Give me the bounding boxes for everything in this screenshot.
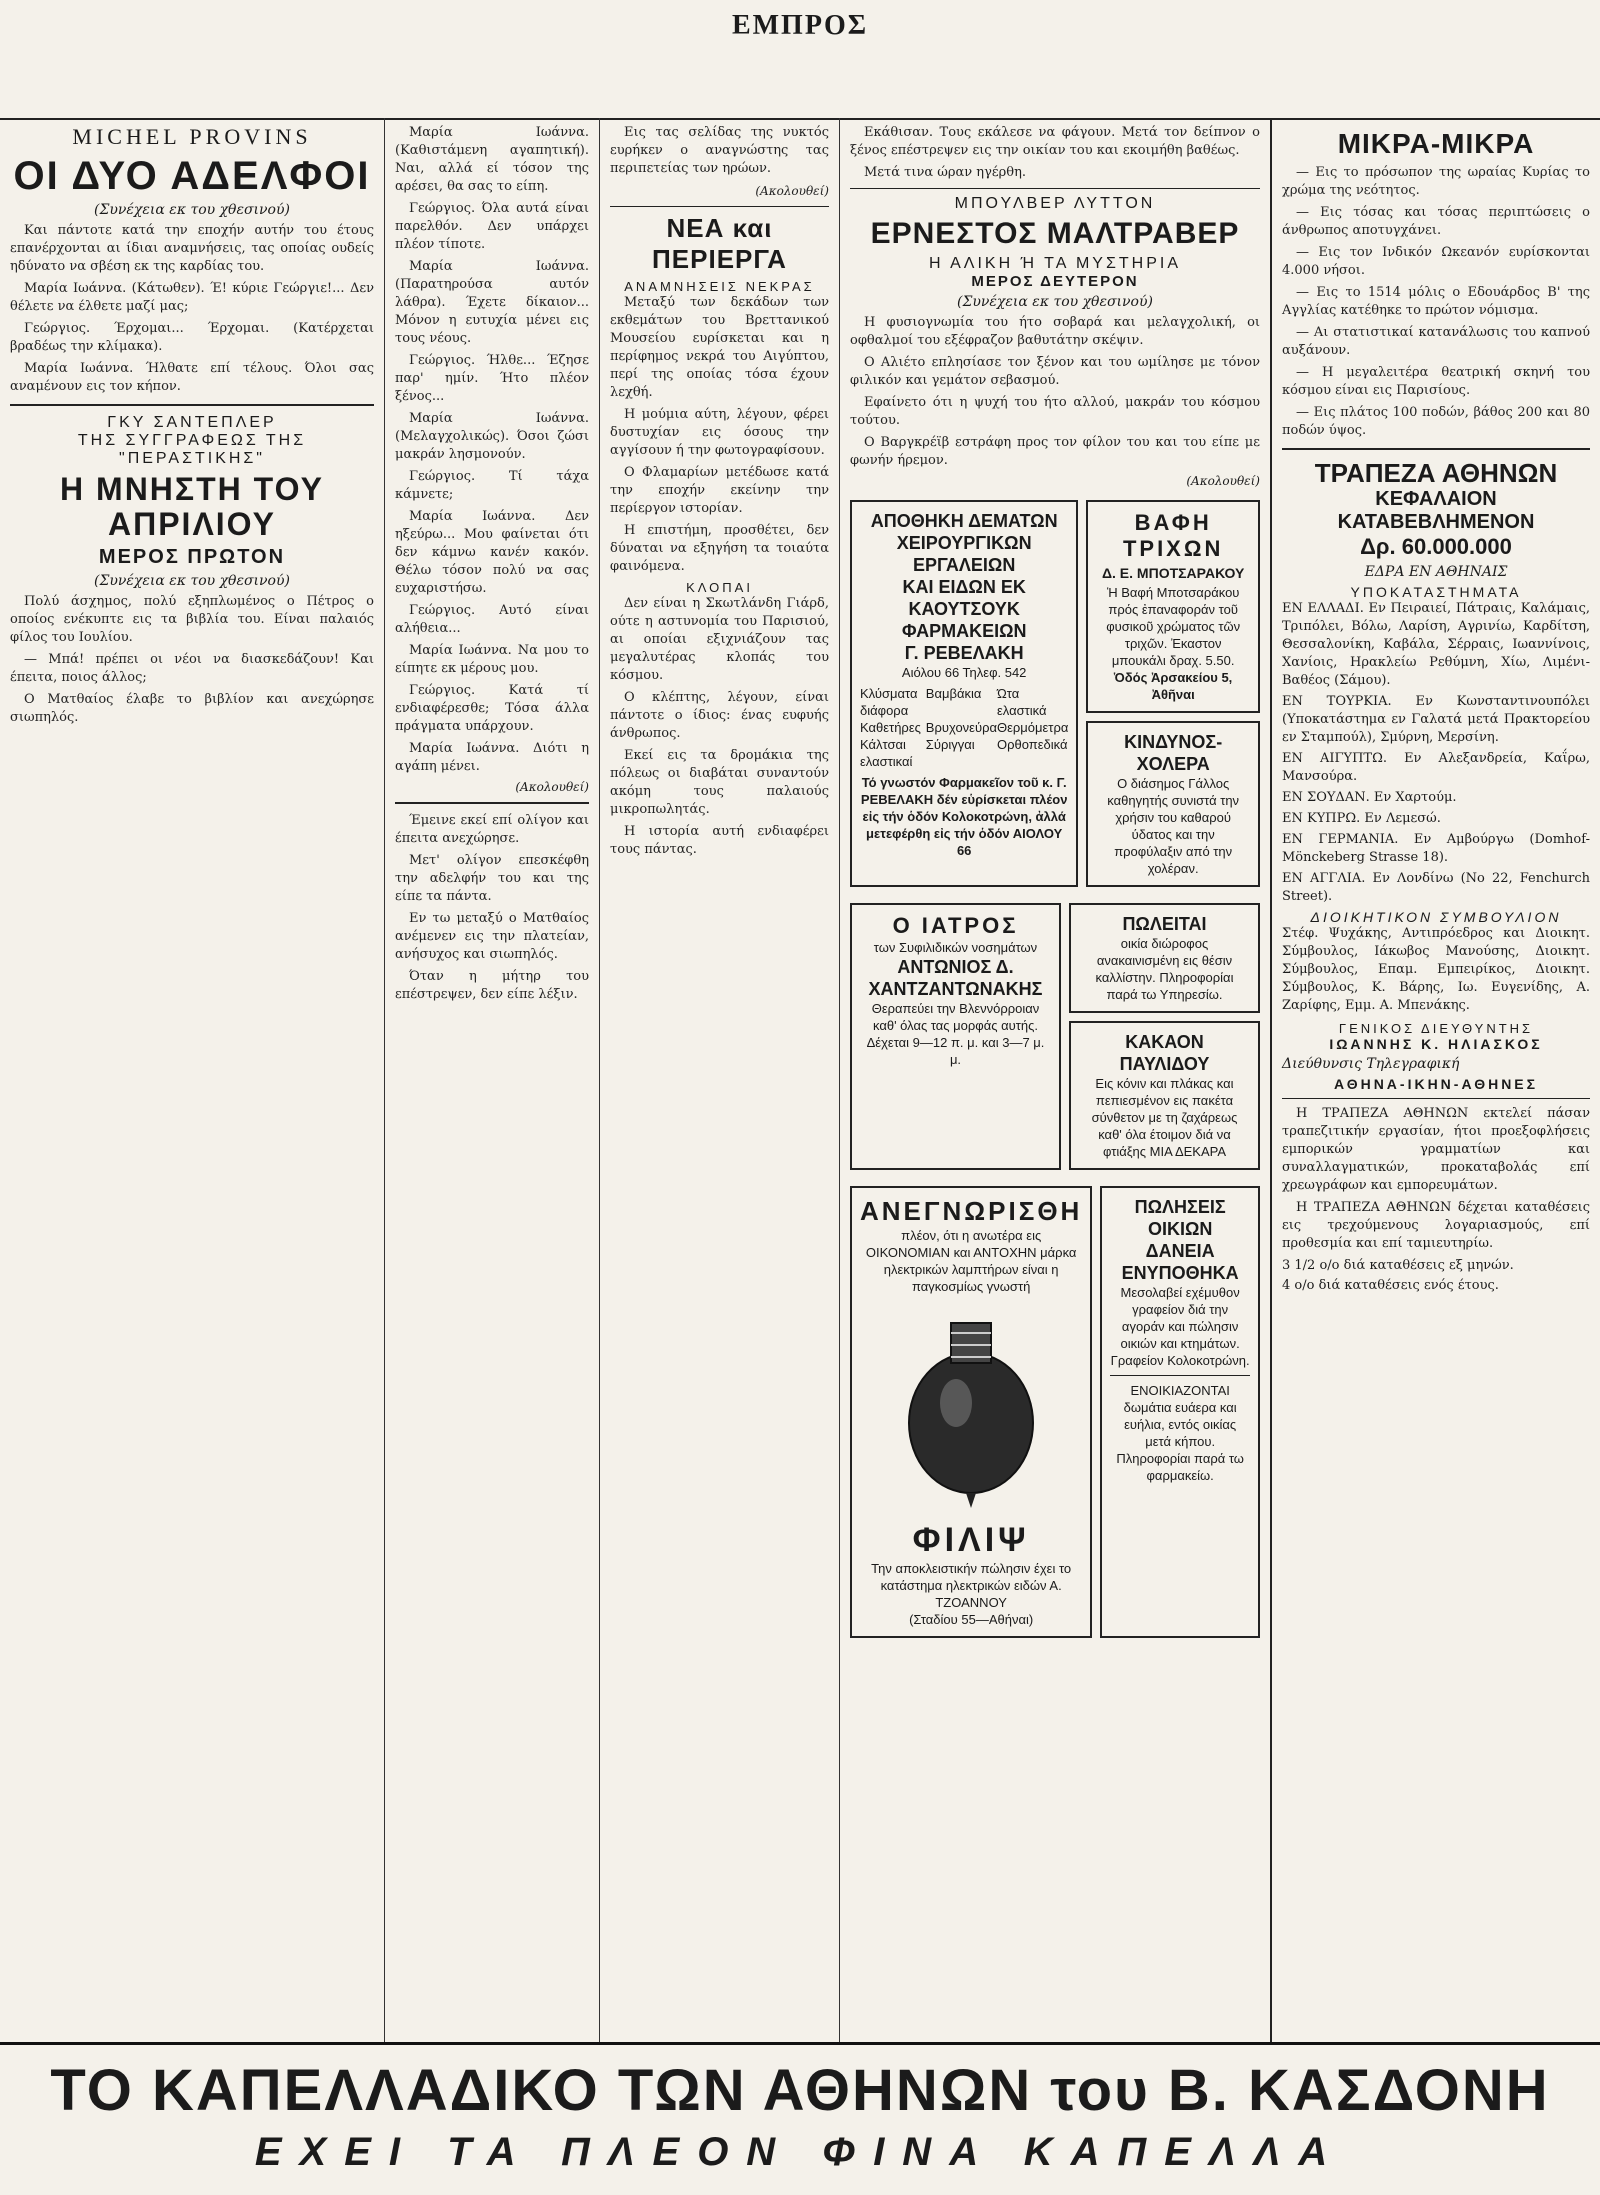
ad-text: οικία διώροφος ανακαινισμένη εις θέσιν καλλίστην. Πληροφορίαι παρά τω Υπηρεσίω.: [1095, 936, 1234, 1002]
serial-title: ΟΙ ΔΥΟ ΑΔΕΛΦΟΙ: [13, 154, 371, 198]
director-title: ΓΕΝΙΚΟΣ ΔΙΕΥΘΥΝΤΗΣ: [1338, 1021, 1534, 1036]
ad-text: Μεσολαβεί εχέμυθον γραφείον διά την αγοράν και πώλησιν οικιών και κτημάτων. Γραφείον Κολοκοτρώνη.: [1110, 1285, 1250, 1368]
serial2-title: Η ΜΝΗΣΤΗ ΤΟΥ ΑΠΡΙΛΙΟΥ: [60, 471, 324, 543]
ad-row: [850, 895, 1260, 1178]
philips-ad: [850, 1186, 1092, 1638]
ad-line: ΦΑΡΜΑΚΕΙΩΝ: [901, 621, 1027, 641]
doctor-ad: [850, 903, 1061, 1170]
paragraph: Γεώργιος. Αυτό είναι αλήθεια...: [395, 603, 589, 636]
serial3-body: [850, 314, 1260, 470]
paragraph: Μεταξύ των δεκάδων των εκθεμάτων του Βρεττανικού Μουσείου ευρίσκεται και η περίφημος νεκρά του Αιγύπτου, περί της οποίας τόσα έχουν λεχθή.: [610, 295, 829, 400]
paragraph: Η ΤΡΑΠΕΖΑ ΑΘΗΝΩΝ εκτελεί πάσαν τραπεζιτικήν εργασίαν, ήτοι προεξοφλήσεις εμπορικών γραμματίων και συναλλαγματικών, προκαταβολάς επί χρεωγράφων και εμπορευμάτων.: [1282, 1106, 1590, 1193]
list-item: — Εις το 1514 μόλις ο Εδουάρδος Β' της Αγγλίας κατέθηκε το πρώτον νόμισμα.: [1282, 285, 1590, 318]
ad-item: Βρυχονεύρα: [925, 720, 997, 735]
continued-note: (Ακολουθεί): [515, 780, 589, 794]
divider: [1282, 1098, 1590, 1099]
paragraph: — Μπά! πρέπει οι νέοι να διασκεδάζουν! Και έπειτα, ποιος άλλος;: [10, 652, 374, 686]
ad-line: ΚΑΙ ΕΙΔΩΝ ΕΚ ΚΑΟΥΤΣΟΥΚ: [902, 577, 1026, 619]
ad-items: [860, 685, 1068, 770]
serial3-continued: (Συνέχεια εκ του χθεσινού): [957, 294, 1153, 310]
continued-note: (Ακολουθεί): [755, 184, 829, 198]
paragraph: Μαρία Ιωάννα. (Μελαγχολικώς). Όσοι ζώσι μακράν λησμονούν.: [395, 411, 589, 462]
ad-brand: ΦΙΛΙΨ: [912, 1521, 1030, 1559]
ad-text: ΕΝΟΙΚΙΑΖΟΝΤΑΙ δωμάτια ευάερα και ευήλια, εντός οικίας μετά κήπου. Πληροφορίαι παρά τω φαρμακείω.: [1116, 1383, 1244, 1483]
paragraph: Έμεινε εκεί επί ολίγον και έπειτα ανεχώρησε.: [395, 813, 589, 846]
list-item: ΕΝ ΕΛΛΑΔΙ. Εν Πειραιεί, Πάτραις, Καλάμαις, Τριπόλει, Βόλω, Λαρίση, Αγρινίω, Καρδίτση, Θεσσαλονίκη, Καβάλα, Σέρραις, Ιωαννίνοις, Χανίοις, Ηρακλείω Ρεθύμνη, Χίω, Λιμένι-Βαθέος (Σάμου).: [1282, 601, 1590, 688]
paragraph: Γεώργιος. Κατά τί ενδιαφέρεσθε; Τόσα άλλα πράγματα υπάρχουν.: [395, 683, 589, 734]
column-top-text: [850, 124, 1260, 182]
section-title: ΝΕΑ και ΠΕΡΙΕΡΓΑ: [652, 213, 787, 274]
article-subhead: ΑΝΑΜΝΗΣΕΙΣ ΝΕΚΡΑΣ: [624, 279, 815, 294]
list-item: ΕΝ ΑΙΓΥΠΤΩ. Εν Αλεξανδρεία, Καΐρω, Μανσούρα.: [1282, 751, 1590, 784]
serial3-subtitle: Η ΑΛΙΚΗ Ή ΤΑ ΜΥΣΤΗΡΙΑ: [929, 255, 1181, 272]
divider: [395, 802, 589, 804]
paragraph: Εφαίνετο ότι η ψυχή του ήτο αλλού, μακράν του κόσμου τούτου.: [850, 395, 1260, 428]
ad-address: Ὁδός Ἀρσακείου 5, Ἀθῆναι: [1114, 670, 1233, 702]
serial2-continued: (Συνέχεια εκ του χθεσινού): [94, 573, 290, 590]
paragraph: Εκάθισαν. Τους εκάλεσε να φάγουν. Μετά τον δείπνον ο ξένος επέστρεψεν εις την οικίαν του και εκοιμήθη βαθέως.: [850, 125, 1260, 158]
ad-text: Ἡ Βαφή Μποτσαράκου πρός ἐπαναφοράν τοῦ φυσικοῦ χρώματος τῶν τριχῶν. Ἐκαστον μπουκάλι δραχ. 5.50.: [1106, 585, 1241, 668]
ad-line: ΑΝΤΩΝΙΟΣ Δ. ΧΑΝΤΖΑΝΤΩΝΑΚΗΣ: [868, 957, 1043, 999]
ad-note: Τό γνωστόν Φαρμακεῖον τοῦ κ. Γ. ΡΕΒΕΛΑΚΗ δέν εὑρίσκεται πλέον εἰς τήν ὁδόν Κολοκοτρώνη, ἀλλά μετεφέρθη εἰς τήν ὁδόν ΑΙΟΛΟΥ 66: [860, 775, 1068, 858]
ad-item: Βαμβάκια: [925, 686, 982, 701]
paragraph: Ο Ματθαίος έλαβε το βιβλίον και ανεχώρησε σιωπηλός.: [10, 692, 374, 726]
ad-text: πλέον, ότι η ανωτέρα εις ΟΙΚΟΝΟΜΙΑΝ και ΑΝΤΟΧΗΝ μάρκα ηλεκτρικών λαμπτήρων είναι η παγκοσμίως γνωστή: [865, 1228, 1077, 1294]
list-item: ΕΝ ΤΟΥΡΚΙΑ. Εν Κωνσταντινουπόλει (Υποκατάστημα εν Γαλατά μετά Πρακτορείου εν Σταμπούλ), Σμύρνη, Μερσίνη.: [1282, 694, 1590, 745]
serial-body: [10, 222, 374, 396]
ad-title: ΠΩΛΕΙΤΑΙ: [1122, 914, 1207, 934]
sale-ad: [1069, 903, 1260, 1013]
hat-shop-ad: [0, 2042, 1600, 2195]
list-item: — Η μεγαλειτέρα θεατρική σκηνή του κόσμου είναι εις Παρισίους.: [1282, 365, 1590, 398]
ad-line: Αιόλου 66 Τηλεφ. 542: [901, 665, 1027, 680]
ad-tagline: ΕΧΕΙ ΤΑ ΠΛΕΟΝ ΦΙΝΑ ΚΑΠΕΛΛΑ: [254, 2130, 1346, 2174]
ad-text: Την αποκλειστικήν πώλησιν έχει το κατάστημα ηλεκτρικών ειδών Α. ΤΖΟΑΝΝΟΥ: [871, 1561, 1072, 1610]
paragraph: Και πάντοτε κατά την εποχήν αυτήν του έτους επανέρχονται αι ίδιαι αναμνήσεις, τας οποίας ουδείς ηδύνατο να σβέση εκ της καρδίας του.: [10, 223, 374, 274]
paragraph: Μετ' ολίγον επεσκέφθη την αδελφήν του και της είπε τα πάντα.: [395, 853, 589, 904]
list-item: ΕΝ ΚΥΠΡΩ. Εν Λεμεσώ.: [1282, 811, 1441, 826]
paragraph: Μαρία Ιωάννα. (Κάτωθεν). Έ! κύριε Γεώργιε!... Δεν θέλετε να έλθετε μαζί μας;: [10, 281, 374, 314]
cocoa-ad: [1069, 1021, 1260, 1170]
paragraph: Μετά τινα ώραν ηγέρθη.: [864, 165, 1026, 180]
telegraph-label: Διεύθυνσις Τηλεγραφική: [1282, 1056, 1460, 1072]
paragraph: Γεώργιος. Τί τάχα κάμνετε;: [395, 469, 589, 502]
ad-text: Ο διάσημος Γάλλος καθηγητής συνιστά την χρήσιν του καθαρού ύδατος και την προφύλαξιν από την χολέραν.: [1107, 776, 1240, 876]
ad-item: Ορθοπεδικά: [997, 737, 1068, 752]
paragraph: Γεώργιος. Όλα αυτά είναι παρελθόν. Δεν υπάρχει πλέον τίποτε.: [395, 201, 589, 252]
serial-author: MICHEL PROVINS: [72, 124, 312, 149]
ad-line: ΑΠΟΘΗΚΗ ΔΕΜΑΤΩΝ: [870, 511, 1058, 531]
cholera-ad: [1086, 721, 1260, 887]
ad-headline: ΤΟ ΚΑΠΕΛΛΑΔΙΚΟ ΤΩΝ ΑΘΗΝΩΝ του Β. ΚΑΣΔΟΝΗ: [50, 2058, 1550, 2123]
paragraph: 3 1/2 ο/ο διά καταθέσεις εξ μηνών.: [1282, 1258, 1514, 1273]
paragraph: Ο Βαργκρέϊβ εστράφη προς τον φίλον του και του είπε με φωνήν ήρεμον.: [850, 435, 1260, 468]
paragraph: Η επιστήμη, προσθέτει, δεν δύναται να εξηγήση τα τοιαύτα φαινόμενα.: [610, 523, 829, 574]
bank-capital: Δρ. 60.000.000: [1360, 534, 1512, 559]
paragraph: Μαρία Ιωάννα. Διότι η αγάπη μένει.: [395, 741, 589, 774]
ad-item: Ώτα ελαστικά: [997, 686, 1047, 718]
serial3-title: ΕΡΝΕΣΤΟΣ ΜΑΛΤΡΑΒΕΡ: [870, 217, 1240, 250]
paragraph: Εν τω μεταξύ ο Ματθαίος ανέμενεν εις την πλατείαν, ανήσυχος και σιωπηλός.: [395, 911, 589, 962]
article-body: [610, 294, 829, 576]
board-title: ΔΙΟΙΚΗΤΙΚΟΝ ΣΥΜΒΟΥΛΙΟΝ: [1310, 909, 1562, 925]
ad-title: ΚΑΚΑΟΝ ΠΑΥΛΙΔΟΥ: [1119, 1032, 1210, 1074]
newspaper-name: ΕΜΠΡΟΣ: [731, 10, 869, 41]
serial2-author-sub: ΤΗΣ ΣΥΓΓΡΑΦΕΩΣ ΤΗΣ "ΠΕΡΑΣΤΙΚΗΣ": [77, 432, 307, 467]
divider: [10, 404, 374, 406]
paragraph: Όταν η μήτηρ του επέστρεψεν, δεν είπε λέξιν.: [395, 969, 589, 1002]
divider: [1110, 1375, 1250, 1376]
short-items: [1282, 164, 1590, 440]
ad-item: Θερμόμετρα: [997, 720, 1069, 735]
column-2: [385, 118, 600, 2042]
paragraph: Η ΤΡΑΠΕΖΑ ΑΘΗΝΩΝ δέχεται καταθέσεις εις τρεχούμενους λογαριασμούς, επί προθεσμία και επί ταμιευτηρίω.: [1282, 1200, 1590, 1251]
hair-dye-ad: [1086, 500, 1260, 713]
divider: [850, 188, 1260, 189]
paragraph: Ο Αλιέτο επλησίασε τον ξένον και του ωμίλησε με τόνον φιλικόν και γεμάτον σεβασμού.: [850, 355, 1260, 388]
director-name: ΙΩΑΝΝΗΣ Κ. ΗΛΙΑΣΚΟΣ: [1329, 1036, 1543, 1052]
paragraph: Ο Φλαμαρίων μετέδωσε κατά την εποχήν εκείνην την περίεργον ιστορίαν.: [610, 465, 829, 516]
ad-name: Δ. Ε. ΜΠΟΤΣΑΡΑΚΟΥ: [1101, 565, 1245, 581]
paragraph: Η ιστορία αυτή ενδιαφέρει τους πάντας.: [610, 824, 829, 857]
list-item: — Εις το πρόσωπον της ωραίας Κυρίας το χρώμα της νεότητος.: [1282, 165, 1590, 198]
ad-item: Σύριγγαι: [925, 737, 975, 752]
serial3-author: ΜΠΟΥΛΒΕΡ ΛΥΤΤΟΝ: [954, 195, 1156, 212]
branches-title: ΥΠΟΚΑΤΑΣΤΗΜΑΤΑ: [1350, 584, 1522, 600]
list-item: ΕΝ ΓΕΡΜΑΝΙΑ. Εν Αμβούργω (Domhof-Mönckeberg Strasse 18).: [1282, 832, 1590, 865]
column-5: [1270, 118, 1600, 2042]
paragraph: Πολύ άσχημος, πολύ εξηπλωμένος ο Πέτρος ο οποίος ενέκυπτε εις τα βιβλία του. Είναι παλαιός φίλος του Ιουλίου.: [10, 594, 374, 646]
bank-seat: ΕΔΡΑ ΕΝ ΑΘΗΝΑΙΣ: [1364, 564, 1508, 580]
ad-item: Κάλτσαι ελαστικαί: [860, 737, 913, 769]
branches-list: [1282, 600, 1590, 906]
board-members: Στέφ. Ψυχάκης, Αντιπρόεδρος και Διοικητ. Σύμβουλος, Ιάκωβος Μανούσης, Διοικητ. Σύμβουλος, Επαμ. Εμπειρίκος, Διοικητ. Σύμβουλος, Κ. Βάρης, Ιω. Ευγενίδης, Α. Ζαρίφης, Εμμ. Α. Μπενάκης.: [1282, 926, 1590, 1013]
list-item: — Εις πλάτος 100 ποδών, βάθος 200 και 80 ποδών ύψος.: [1282, 405, 1590, 438]
article-body: [610, 595, 829, 859]
serial3-part: ΜΕΡΟΣ ΔΕΥΤΕΡΟΝ: [971, 273, 1139, 290]
paragraph: Η φυσιογνωμία του ήτο σοβαρά και μελαγχολική, οι οφθαλμοί του εξέφραζον βαθυτάτην σκέψιν.: [850, 315, 1260, 348]
paragraph: Μαρία Ιωάννα. (Παρατηρούσα αυτόν λάθρα). Έχετε δίκαιον... Μόνον η ευτυχία μένει εις τους νέους.: [395, 259, 589, 346]
paragraph: Εκεί εις τα δρομάκια της πόλεως οι διαβάται συναντούν ακόμη τους παλαιούς μικροπωλητάς.: [610, 748, 829, 817]
paragraph: Ο κλέπτης, λέγουν, είναι πάντοτε ο ίδιος: ένας ευφυής άνθρωπος.: [610, 690, 829, 741]
ad-title: ΚΙΝΔΥΝΟΣ-ΧΟΛΕΡΑ: [1124, 732, 1223, 774]
serial2-body-cont: [395, 812, 589, 1004]
paragraph: Γεώργιος. Έρχομαι... Έρχομαι. (Κατέρχεται βραδέως την κλίμακα).: [10, 321, 374, 354]
section-title: ΜΙΚΡΑ-ΜΙΚΡΑ: [1337, 128, 1535, 159]
serial2-author: ΓΚΥ ΣΑΝΤΕΠΛΕΡ: [107, 414, 277, 431]
ad-line: των Συφιλιδικών νοσημάτων: [873, 940, 1038, 955]
column-1: [0, 118, 385, 2042]
column-3: [600, 118, 840, 2042]
list-item: — Εις τον Ινδικόν Ωκεανόν ευρίσκονται 4.000 νήσοι.: [1282, 245, 1590, 278]
divider: [1282, 448, 1590, 450]
lightbulb-icon: [896, 1303, 1046, 1513]
ad-row: [850, 1178, 1260, 1646]
ad-text: Θεραπεύει την Βλεννόρροιαν καθ' όλας τας μορφάς αυτής. Δέχεται 9—12 π. μ. και 3—7 μ. μ.: [866, 1001, 1045, 1067]
paragraph: Δεν είναι η Σκωτλάνδη Γιάρδ, ούτε η αστυνομία του Παρισιού, αι οποίαι εξιχνιάζουν τας μεγαλυτέρας κλοπάς του κόσμου.: [610, 596, 829, 683]
ad-title: ΠΩΛΗΣΕΙΣ ΟΙΚΙΩΝ: [1134, 1197, 1226, 1239]
ad-item: Καθετήρες: [860, 720, 921, 735]
list-item: ΕΝ ΑΓΓΛΙΑ. Εν Λονδίνω (No 22, Fenchurch Street).: [1282, 871, 1590, 904]
paragraph: Μαρία Ιωάννα. (Καθιστάμενη αγαπητική). Ναι, αλλά εί τόσον της αρέσει, θα σας το είπη.: [395, 125, 589, 194]
ad-title: ΑΝΕΓΝΩΡΙΣΘΗ: [860, 1196, 1083, 1226]
list-item: ΕΝ ΣΟΥΔΑΝ. Εν Χαρτούμ.: [1282, 790, 1457, 805]
ad-row: [850, 492, 1260, 895]
ad-address: (Σταδίου 55—Αθήναι): [909, 1612, 1034, 1627]
paragraph: Μαρία Ιωάννα. Δεν ηξεύρω... Μου φαίνεται ότι δεν κάμνω κανέν κακόν. Θέλω τόσον πολύ να σας ευχαριστήσω.: [395, 509, 589, 596]
paragraph: Γεώργιος. Ήλθε... Έζησε παρ' ημίν. Ήτο πλέον ξένος...: [395, 353, 589, 404]
bank-services: [1282, 1105, 1590, 1295]
ad-text: Εις κόνιν και πλάκας και πεπιεσμένον εις πακέτα σύνθετον με τη ζαχάρεως καθ' όλα έτοιμον διά να φτιάξης ΜΙΑ ΔΕΚΑΡΑ: [1091, 1076, 1238, 1159]
ad-stack: [1069, 895, 1260, 1178]
ad-item: Κλύσματα διάφορα: [860, 686, 918, 718]
serial2-part: ΜΕΡΟΣ ΠΡΩΤΟΝ: [98, 546, 286, 569]
list-item: — Εις τόσας και τόσας περιπτώσεις ο άνθρωπος αποτυγχάνει.: [1282, 205, 1590, 238]
ad-line: Ο ΙΑΤΡΟΣ: [892, 913, 1019, 938]
divider: [610, 206, 829, 207]
bank-subtitle: ΚΕΦΑΛΑΙΟΝ ΚΑΤΑΒΕΒΛΗΜΕΝΟΝ: [1337, 488, 1535, 533]
column-top-text: [610, 124, 829, 200]
bank-title: ΤΡΑΠΕΖΑ ΑΘΗΝΩΝ: [1314, 458, 1558, 488]
list-item: — Αι στατιστικαί κατανάλωσις του καπνού αυξάνουν.: [1282, 325, 1590, 358]
property-ad: [1100, 1186, 1260, 1638]
ad-line: Γ. ΡΕΒΕΛΑΚΗ: [904, 643, 1024, 663]
masthead: [0, 0, 1600, 120]
serial-continued: (Συνέχεια εκ του χθεσινού): [94, 202, 290, 218]
article-subhead: ΚΛΟΠΑΙ: [686, 580, 753, 595]
column-4: [840, 118, 1270, 2042]
paragraph: Η μούμια αύτη, λέγουν, φέρει δυστυχίαν εις όσους την αγγίσουν ή την φωτογραφίσουν.: [610, 407, 829, 458]
paragraph: Μαρία Ιωάννα. Ήλθατε επί τέλους. Όλοι σας αναμένουν εις τον κήπον.: [10, 361, 374, 394]
paragraph: Μαρία Ιωάννα. Να μου το είπητε εκ μέρους μου.: [395, 643, 589, 676]
continued-note: (Ακολουθεί): [1186, 474, 1260, 488]
serial2-body: [10, 593, 374, 727]
ad-title: ΒΑΦΗ ΤΡΙΧΩΝ: [1122, 510, 1224, 561]
paragraph: Εις τας σελίδας της νυκτός ευρήκεν ο αναγνώστης τας περιπετείας των ηρώων.: [610, 125, 829, 176]
ad-subtitle: ΔΑΝΕΙΑ ΕΝΥΠΟΘΗΚΑ: [1121, 1241, 1239, 1283]
pharmacy-ad: [850, 500, 1078, 887]
ad-line: ΧΕΙΡΟΥΡΓΙΚΩΝ ΕΡΓΑΛΕΙΩΝ: [896, 533, 1032, 575]
paragraph: 4 ο/ο διά καταθέσεις ενός έτους.: [1282, 1278, 1499, 1293]
dialogue-body: [395, 124, 589, 776]
telegraph-address: ΑΘΗΝΑ-ΙΚΗΝ-ΑΘΗΝΕΣ: [1333, 1076, 1539, 1092]
ad-stack: [1086, 492, 1260, 895]
